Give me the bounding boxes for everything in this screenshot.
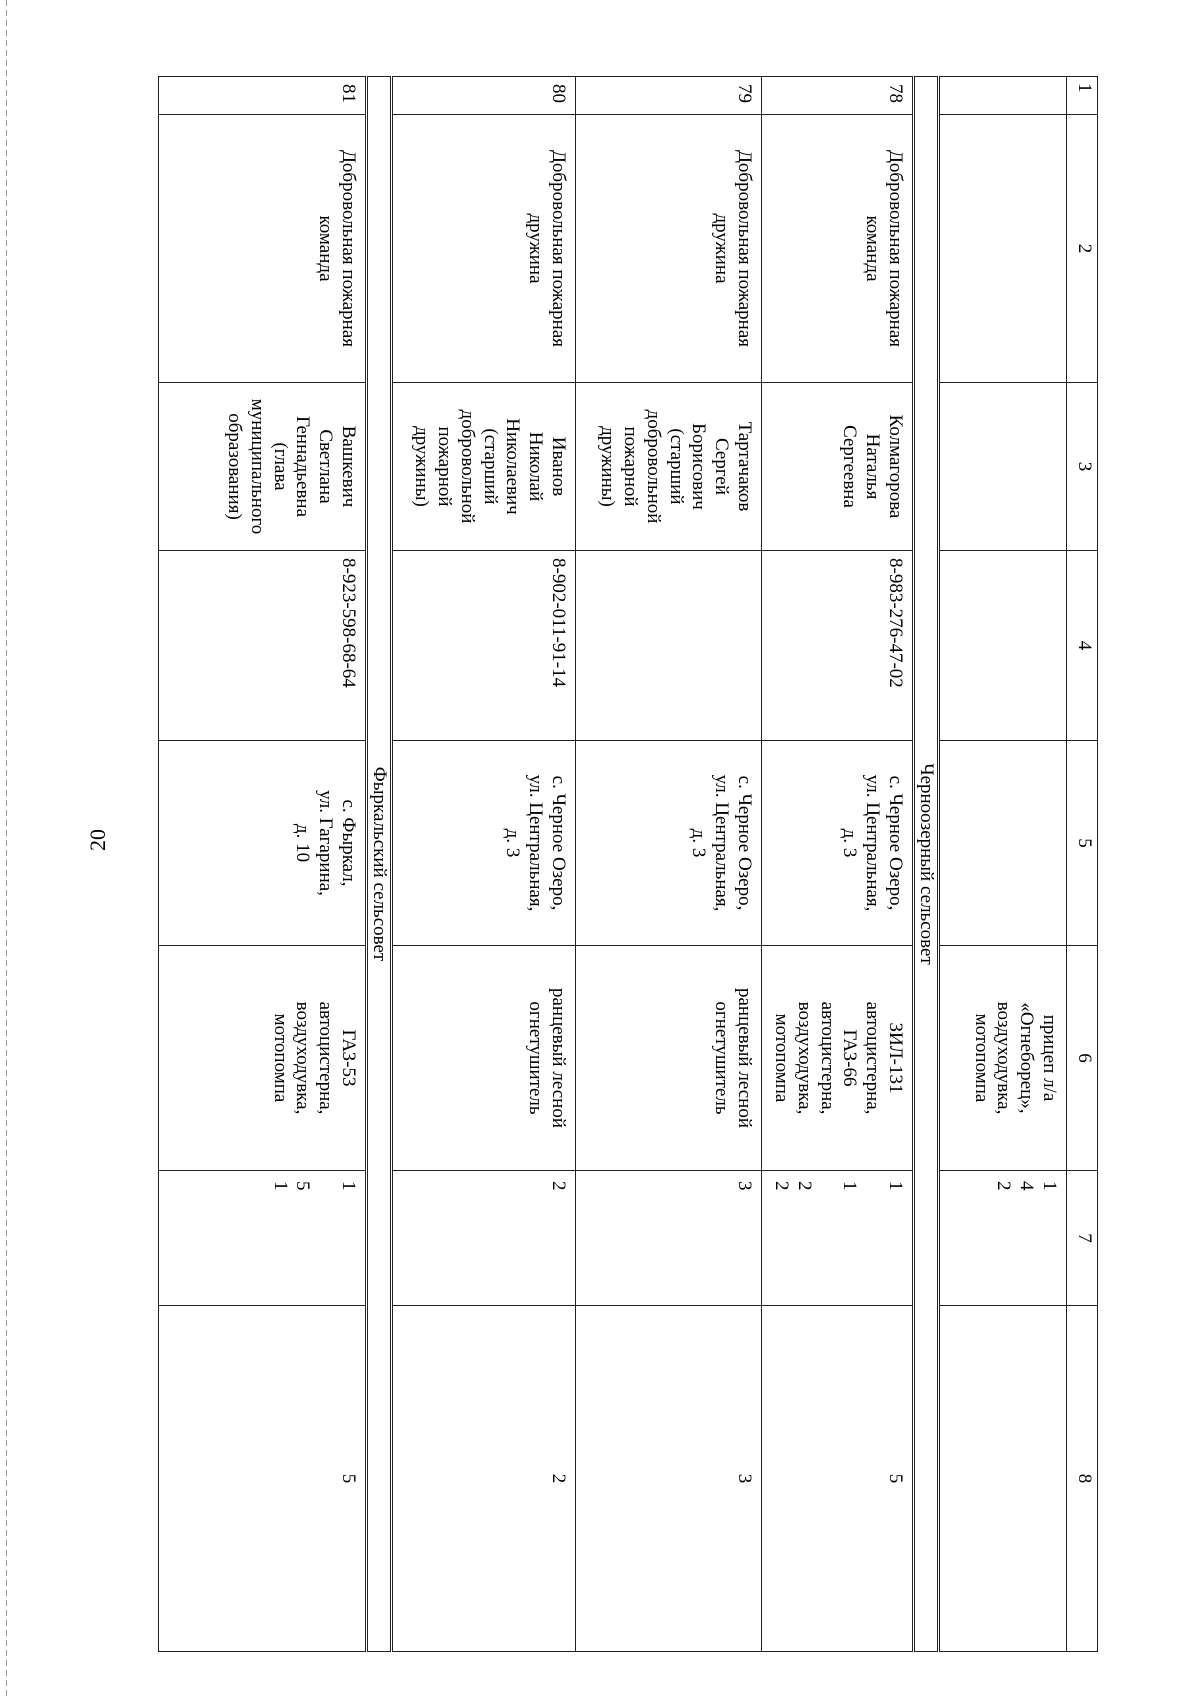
rotated-table-wrapper bbox=[158, 76, 1098, 1651]
quantity-cell: 1 5 1 bbox=[159, 1171, 367, 1306]
row-number-cell: 78 bbox=[762, 77, 914, 115]
header-cell-col7: 7 bbox=[1067, 1171, 1098, 1306]
phone-cell: 8-923-598-68-64 bbox=[159, 551, 367, 741]
staff-count-cell bbox=[939, 1306, 1067, 1652]
header-cell-col5: 5 bbox=[1067, 741, 1098, 946]
unit-type-cell: Добровольная пожарная команда bbox=[159, 115, 367, 383]
responsible-person-cell: Тартачаков Сергей Борисович (старший добровольной пожарной дружины) bbox=[576, 383, 762, 551]
header-cell-col3: 3 bbox=[1067, 383, 1098, 551]
unit-type-cell bbox=[939, 115, 1067, 383]
row-number-cell: 80 bbox=[392, 77, 576, 115]
phone-cell: 8-983-276-47-02 bbox=[762, 551, 914, 741]
section-title: Фыркальский сельсовет bbox=[367, 77, 392, 1652]
header-row bbox=[1067, 77, 1098, 1652]
staff-count-cell: 3 bbox=[576, 1306, 762, 1652]
phone-cell: 8-902-011-91-14 bbox=[392, 551, 576, 741]
table-row-continuation bbox=[939, 77, 1067, 1652]
equipment-cell: ГАЗ-53 автоцистерна, воздуходувка, мотопомпа bbox=[159, 946, 367, 1171]
address-cell bbox=[939, 741, 1067, 946]
row-number-cell: 81 bbox=[159, 77, 367, 115]
quantity-cell: 3 bbox=[576, 1171, 762, 1306]
unit-type-cell: Добровольная пожарная дружина bbox=[392, 115, 576, 383]
fire-brigade-table bbox=[158, 76, 1098, 1652]
unit-type-cell: Добровольная пожарная дружина bbox=[576, 115, 762, 383]
section-header-row bbox=[367, 77, 392, 1652]
address-cell: с. Черное Озеро, ул. Центральная, д. 3 bbox=[762, 741, 914, 946]
section-header-row bbox=[914, 77, 939, 1652]
header-cell-col2: 2 bbox=[1067, 115, 1098, 383]
row-number-cell: 79 bbox=[576, 77, 762, 115]
table-row bbox=[159, 77, 367, 1652]
header-cell-col8: 8 bbox=[1067, 1306, 1098, 1652]
equipment-cell: ранцевый лесной огнетушитель bbox=[576, 946, 762, 1171]
phone-cell bbox=[576, 551, 762, 741]
quantity-cell: 1 4 2 bbox=[939, 1171, 1067, 1306]
row-number-cell bbox=[939, 77, 1067, 115]
header-cell-col6: 6 bbox=[1067, 946, 1098, 1171]
header-cell-col1: 1 bbox=[1067, 77, 1098, 115]
responsible-person-cell: Колмагорова Наталья Сергеевна bbox=[762, 383, 914, 551]
table-row bbox=[576, 77, 762, 1652]
staff-count-cell: 5 bbox=[159, 1306, 367, 1652]
header-cell-col4: 4 bbox=[1067, 551, 1098, 741]
staff-count-cell: 2 bbox=[392, 1306, 576, 1652]
staff-count-cell: 5 bbox=[762, 1306, 914, 1652]
phone-cell bbox=[939, 551, 1067, 741]
scan-edge-line bbox=[6, 0, 7, 1698]
responsible-person-cell: Иванов Николай Николаевич (старший добровольной пожарной дружины) bbox=[392, 383, 576, 551]
equipment-cell: ранцевый лесной огнетушитель bbox=[392, 946, 576, 1171]
section-title: Черноозерный сельсовет bbox=[914, 77, 939, 1652]
unit-type-cell: Добровольная пожарная команда bbox=[762, 115, 914, 383]
page-number: 20 bbox=[85, 829, 110, 851]
equipment-cell: ЗИЛ-131 автоцистерна, ГАЗ-66 автоцистерна, воздуходувка, мотопомпа bbox=[762, 946, 914, 1171]
address-cell: с. Черное Озеро, ул. Центральная, д. 3 bbox=[576, 741, 762, 946]
quantity-cell: 1 1 2 2 bbox=[762, 1171, 914, 1306]
equipment-cell: прицеп л/а «Огнеборец», воздуходувка, мотопомпа bbox=[939, 946, 1067, 1171]
address-cell: с. Фыркал, ул. Гагарина, д. 10 bbox=[159, 741, 367, 946]
responsible-person-cell bbox=[939, 383, 1067, 551]
table-row bbox=[392, 77, 576, 1652]
quantity-cell: 2 bbox=[392, 1171, 576, 1306]
address-cell: с. Черное Озеро, ул. Центральная, д. 3 bbox=[392, 741, 576, 946]
table-row bbox=[762, 77, 914, 1652]
responsible-person-cell: Вашкевич Светлана Геннадьевна (глава муниципального образования) bbox=[159, 383, 367, 551]
